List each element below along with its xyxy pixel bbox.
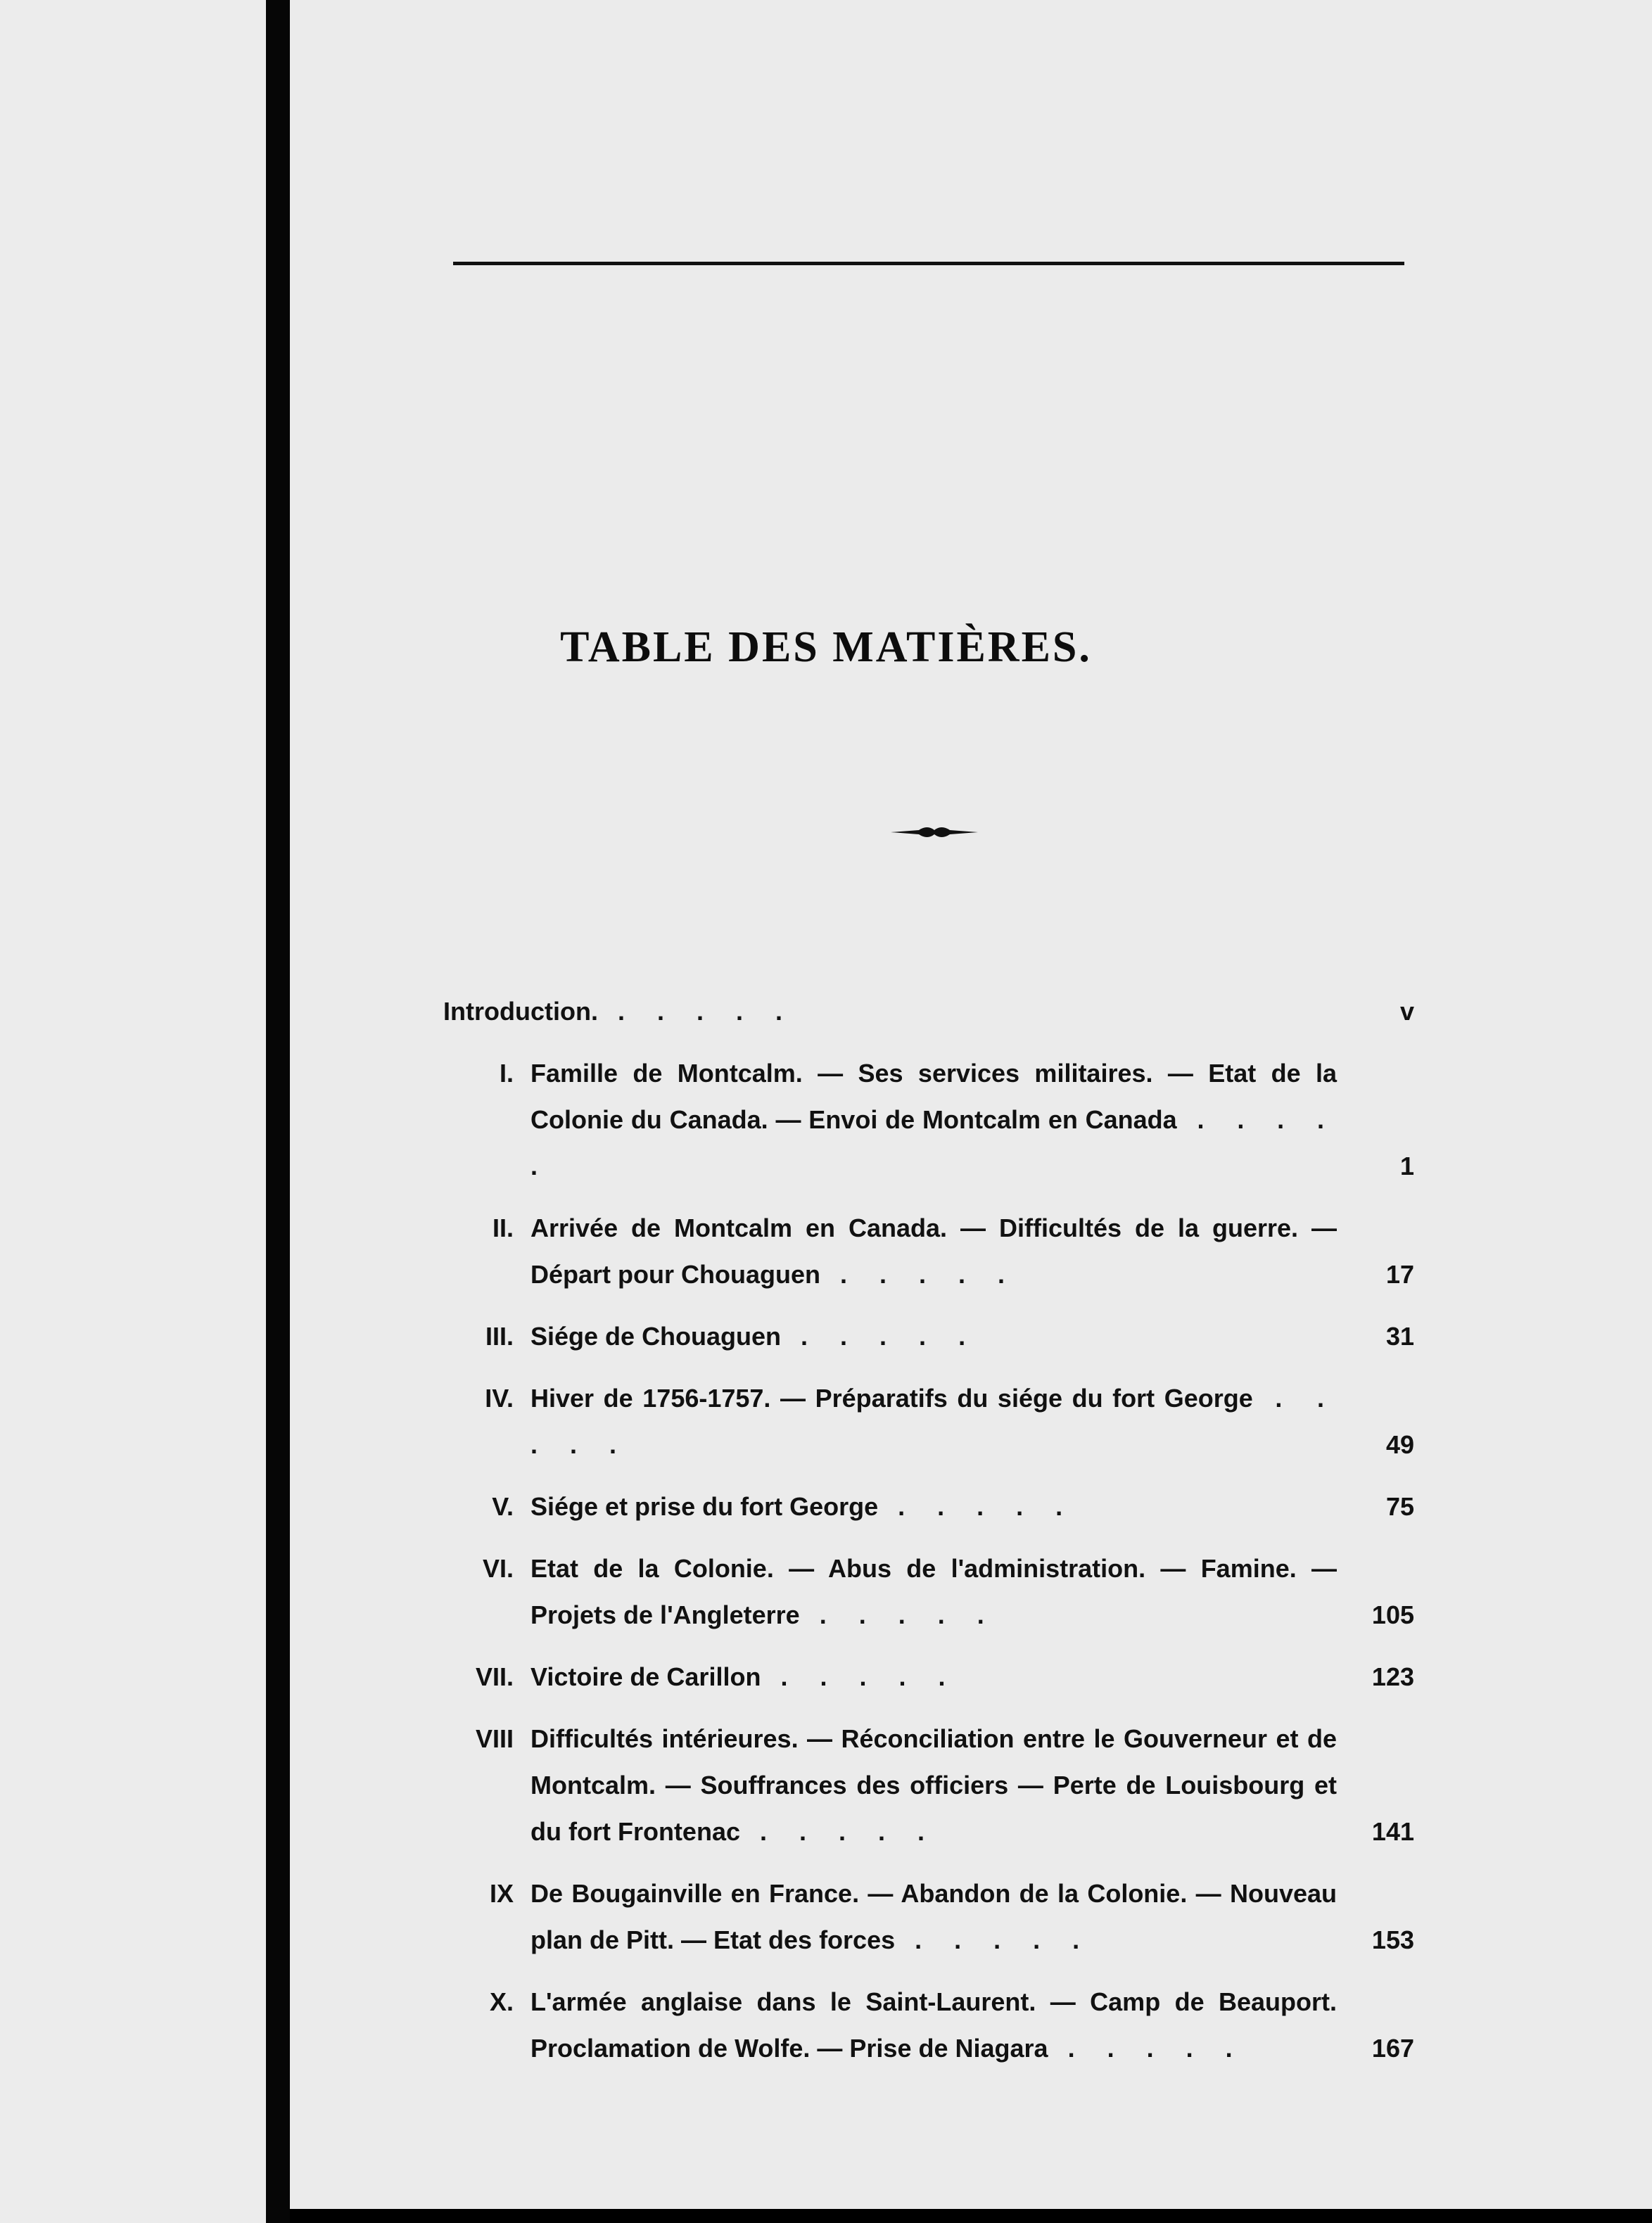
- toc-entry-title-text: L'armée anglaise dans le Saint-Laurent. — Camp de Beauport. Proclamation de Wolfe. — Prise de Niagara: [530, 1987, 1337, 2063]
- toc-entry-title-text: Etat de la Colonie. — Abus de l'administration. — Famine. — Projets de l'Angleterre: [530, 1554, 1337, 1629]
- toc-entry: [443, 1654, 1414, 1700]
- toc-entry-title-text: Famille de Montcalm. — Ses services militaires. — Etat de la Colonie du Canada. — Envoi de Montcalm en Canada: [530, 1059, 1337, 1134]
- toc-entry: [443, 988, 1414, 1035]
- facing-page: [0, 0, 266, 2223]
- ornament-divider-icon: [891, 823, 978, 841]
- page-title: TABLE DES MATIÈRES.: [560, 623, 1092, 671]
- leader-dots: . . . . .: [761, 1662, 958, 1691]
- leader-dots: . . . . .: [895, 1925, 1093, 1954]
- leader-dots: . . . . .: [781, 1322, 979, 1351]
- toc-entry: [443, 1979, 1414, 2072]
- leader-dots: . . . . .: [878, 1492, 1076, 1521]
- toc-entry-page: 167: [1371, 2034, 1414, 2063]
- toc-entry: [443, 1313, 1414, 1360]
- toc-entry-title-text: Difficultés intérieures. — Réconciliation entre le Gouverneur et de Montcalm. — Souffrances des officiers — Perte de Louisbourg et du fort Frontenac: [530, 1724, 1337, 1846]
- leader-dots: . . . . .: [820, 1260, 1018, 1289]
- toc-entry-page: 153: [1371, 1925, 1414, 1954]
- header-rule: [453, 262, 1404, 265]
- toc-entry-title-text: Arrivée de Montcalm en Canada. — Difficultés de la guerre. — Départ pour Chouaguen: [530, 1214, 1337, 1289]
- toc-entry-title: [530, 1979, 1414, 2072]
- toc-entry-title-text: Siége de Chouaguen: [530, 1322, 782, 1351]
- toc-entry-number: II.: [492, 1214, 514, 1242]
- toc-entry-page: v: [1399, 997, 1414, 1026]
- book-gutter: [266, 0, 290, 2223]
- toc-entry-title: [530, 1654, 1414, 1700]
- toc-entry-page: 1: [1399, 1152, 1414, 1180]
- toc-entry-title: [530, 1375, 1414, 1468]
- leader-dots: . . . . .: [530, 1105, 1337, 1180]
- toc-entry-title: [530, 1205, 1414, 1298]
- toc-entry-page: 31: [1385, 1322, 1414, 1351]
- toc-entry-number: VIII: [475, 1724, 514, 1753]
- toc-entry-title: [443, 988, 1414, 1035]
- toc-entry-page: 49: [1385, 1430, 1414, 1459]
- toc-entry: [443, 1546, 1414, 1638]
- toc-entry-number: IV.: [485, 1384, 514, 1413]
- toc-entry-title: [530, 1484, 1414, 1530]
- leader-dots: . . . . .: [530, 1384, 1337, 1459]
- toc-entry: [443, 1716, 1414, 1855]
- leader-dots: . . . . .: [739, 1817, 938, 1846]
- leader-dots: . . . . .: [799, 1600, 997, 1629]
- toc-entry-page: 75: [1385, 1492, 1414, 1521]
- toc-entry: [443, 1050, 1414, 1190]
- toc-entry-title: [530, 1313, 1414, 1360]
- toc-entry-number: X.: [489, 1987, 514, 2016]
- toc-entry: [443, 1205, 1414, 1298]
- table-of-contents: [443, 988, 1414, 2087]
- toc-entry-number: VII.: [475, 1662, 514, 1691]
- toc-entry-title-text: Introduction.: [443, 997, 598, 1026]
- toc-entry: [443, 1484, 1414, 1530]
- toc-entry-page: 141: [1371, 1817, 1414, 1846]
- toc-entry-title: [530, 1871, 1414, 1963]
- toc-entry-page: 17: [1385, 1260, 1414, 1289]
- toc-entry-number: I.: [499, 1059, 514, 1088]
- toc-entry-number: VI.: [482, 1554, 514, 1583]
- toc-entry-title: [530, 1050, 1414, 1190]
- toc-entry-title-text: De Bougainville en France. — Abandon de la Colonie. — Nouveau plan de Pitt. — Etat des forces: [530, 1879, 1337, 1954]
- toc-entry: [443, 1375, 1414, 1468]
- toc-entry-number: III.: [485, 1322, 514, 1351]
- leader-dots: . . . . .: [1048, 2034, 1245, 2063]
- toc-entry-title: [530, 1716, 1414, 1855]
- toc-entry-page: 123: [1371, 1662, 1414, 1691]
- toc-entry-title: [530, 1546, 1414, 1638]
- toc-entry-title-text: Siége et prise du fort George: [530, 1492, 879, 1521]
- leader-dots: . . . . .: [597, 997, 795, 1026]
- toc-entry-title-text: Hiver de 1756-1757. — Préparatifs du siége du fort George: [530, 1384, 1253, 1413]
- toc-entry-page: 105: [1371, 1600, 1414, 1629]
- toc-entry-title-text: Victoire de Carillon: [530, 1662, 761, 1691]
- toc-entry-number: IX: [489, 1879, 514, 1908]
- toc-entry: [443, 1871, 1414, 1963]
- toc-entry-number: V.: [492, 1492, 514, 1521]
